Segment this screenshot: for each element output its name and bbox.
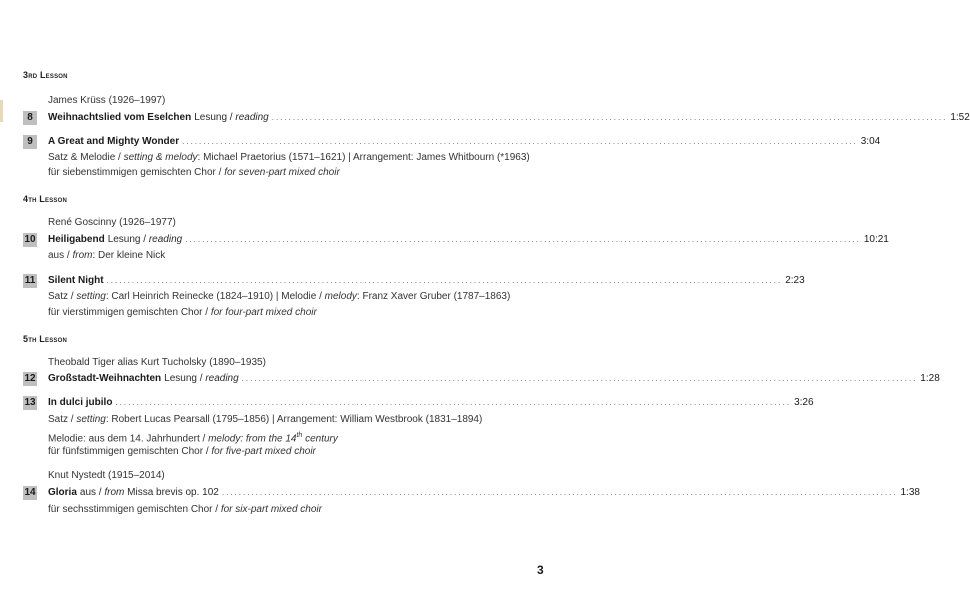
page-number: 3 (537, 563, 544, 577)
track-8-duration: 1:52 (950, 112, 970, 123)
track-13-row (48, 396, 814, 410)
track-14-duration: 1:38 (900, 487, 920, 498)
dot-leader: ................................................................................................................................................................ (241, 374, 918, 383)
track-9-choir: für siebenstimmigen gemischten Chor / for seven-part mixed choir (48, 167, 340, 178)
track-10-source: aus / from: Der kleine Nick (48, 250, 166, 261)
track-13-number: 13 (24, 397, 36, 408)
track-10-number: 10 (24, 234, 36, 245)
track-12-title: Großstadt-Weihnachten (48, 373, 162, 384)
track-10-row (48, 233, 889, 247)
lesson-heading-4: 4th Lesson (23, 194, 68, 204)
dot-leader: ................................................................................................................................................................ (115, 398, 792, 407)
track-11-credits: Satz / setting: Carl Heinrich Reinecke (1824–1910) | Melodie / melody: Franz Xaver Gruber (1787–1863) (48, 291, 511, 302)
track-14-choir: für sechsstimmigen gemischten Chor / for six-part mixed choir (48, 504, 322, 515)
track-9-title: A Great and Mighty Wonder (48, 136, 180, 147)
track-8-number: 8 (23, 111, 37, 125)
lesson-heading-5: 5th Lesson (23, 334, 68, 344)
track-12-duration: 1:28 (920, 373, 940, 384)
track-11-title: Silent Night (48, 275, 104, 286)
track-13-melody: Melodie: aus dem 14. Jahrhundert / melody: from the 14th century (48, 432, 338, 445)
track-8-extra: Lesung / reading (194, 112, 269, 123)
track-11-choir: für vierstimmigen gemischten Chor / for four-part mixed choir (48, 307, 317, 318)
track-8-row (48, 111, 970, 125)
dot-leader: ................................................................................................................................................................ (185, 235, 861, 244)
dot-leader: ................................................................................................................................................................ (182, 137, 858, 146)
page-edge-mark (0, 100, 3, 122)
track-10-extra: Lesung / reading (107, 234, 183, 245)
track-12-extra: Lesung / reading (164, 373, 239, 384)
track-12-number: 12 (24, 373, 36, 384)
track-14-row (48, 486, 920, 500)
lesson-heading-3: 3rd Lesson (23, 70, 68, 80)
track-13-choir: für fünfstimmigen gemischten Chor / for five-part mixed choir (48, 446, 316, 457)
track-8-author: James Krüss (1926–1997) (48, 95, 166, 106)
track-10-duration: 10:21 (863, 234, 889, 245)
track-11-number: 11 (24, 275, 36, 286)
track-9-credits: Satz & Melodie / setting & melody: Michael Praetorius (1571–1621) | Arrangement: James Whitbourn (*1963) (48, 152, 530, 163)
track-9-duration: 3:04 (860, 136, 881, 147)
track-8-title: Weihnachtslied vom Eselchen (48, 112, 192, 123)
track-14-author: Knut Nystedt (1915–2014) (48, 470, 165, 481)
dot-leader: ................................................................................................................................................................ (106, 276, 783, 285)
track-10-title: Heiligabend (48, 234, 105, 245)
track-14-number: 14 (24, 487, 36, 498)
track-14-title: Gloria (48, 487, 77, 498)
track-13-title: In dulci jubilo (48, 397, 113, 408)
dot-leader: ................................................................................................................................................................ (221, 488, 898, 497)
track-9-row (48, 135, 881, 149)
track-13-credits: Satz / setting: Robert Lucas Pearsall (1795–1856) | Arrangement: William Westbrook (1831–1894) (48, 414, 483, 425)
track-10-author: René Goscinny (1926–1977) (48, 217, 176, 228)
track-13-duration: 3:26 (794, 397, 814, 408)
track-12-row (48, 372, 940, 386)
track-9-number: 9 (23, 135, 37, 149)
track-12-author: Theobald Tiger alias Kurt Tucholsky (1890–1935) (48, 357, 266, 368)
track-14-extra: aus / from Missa brevis op. 102 (79, 487, 219, 498)
dot-leader: ................................................................................................................................................................ (271, 113, 948, 122)
track-11-duration: 2:23 (785, 275, 805, 286)
track-11-row (48, 274, 805, 288)
